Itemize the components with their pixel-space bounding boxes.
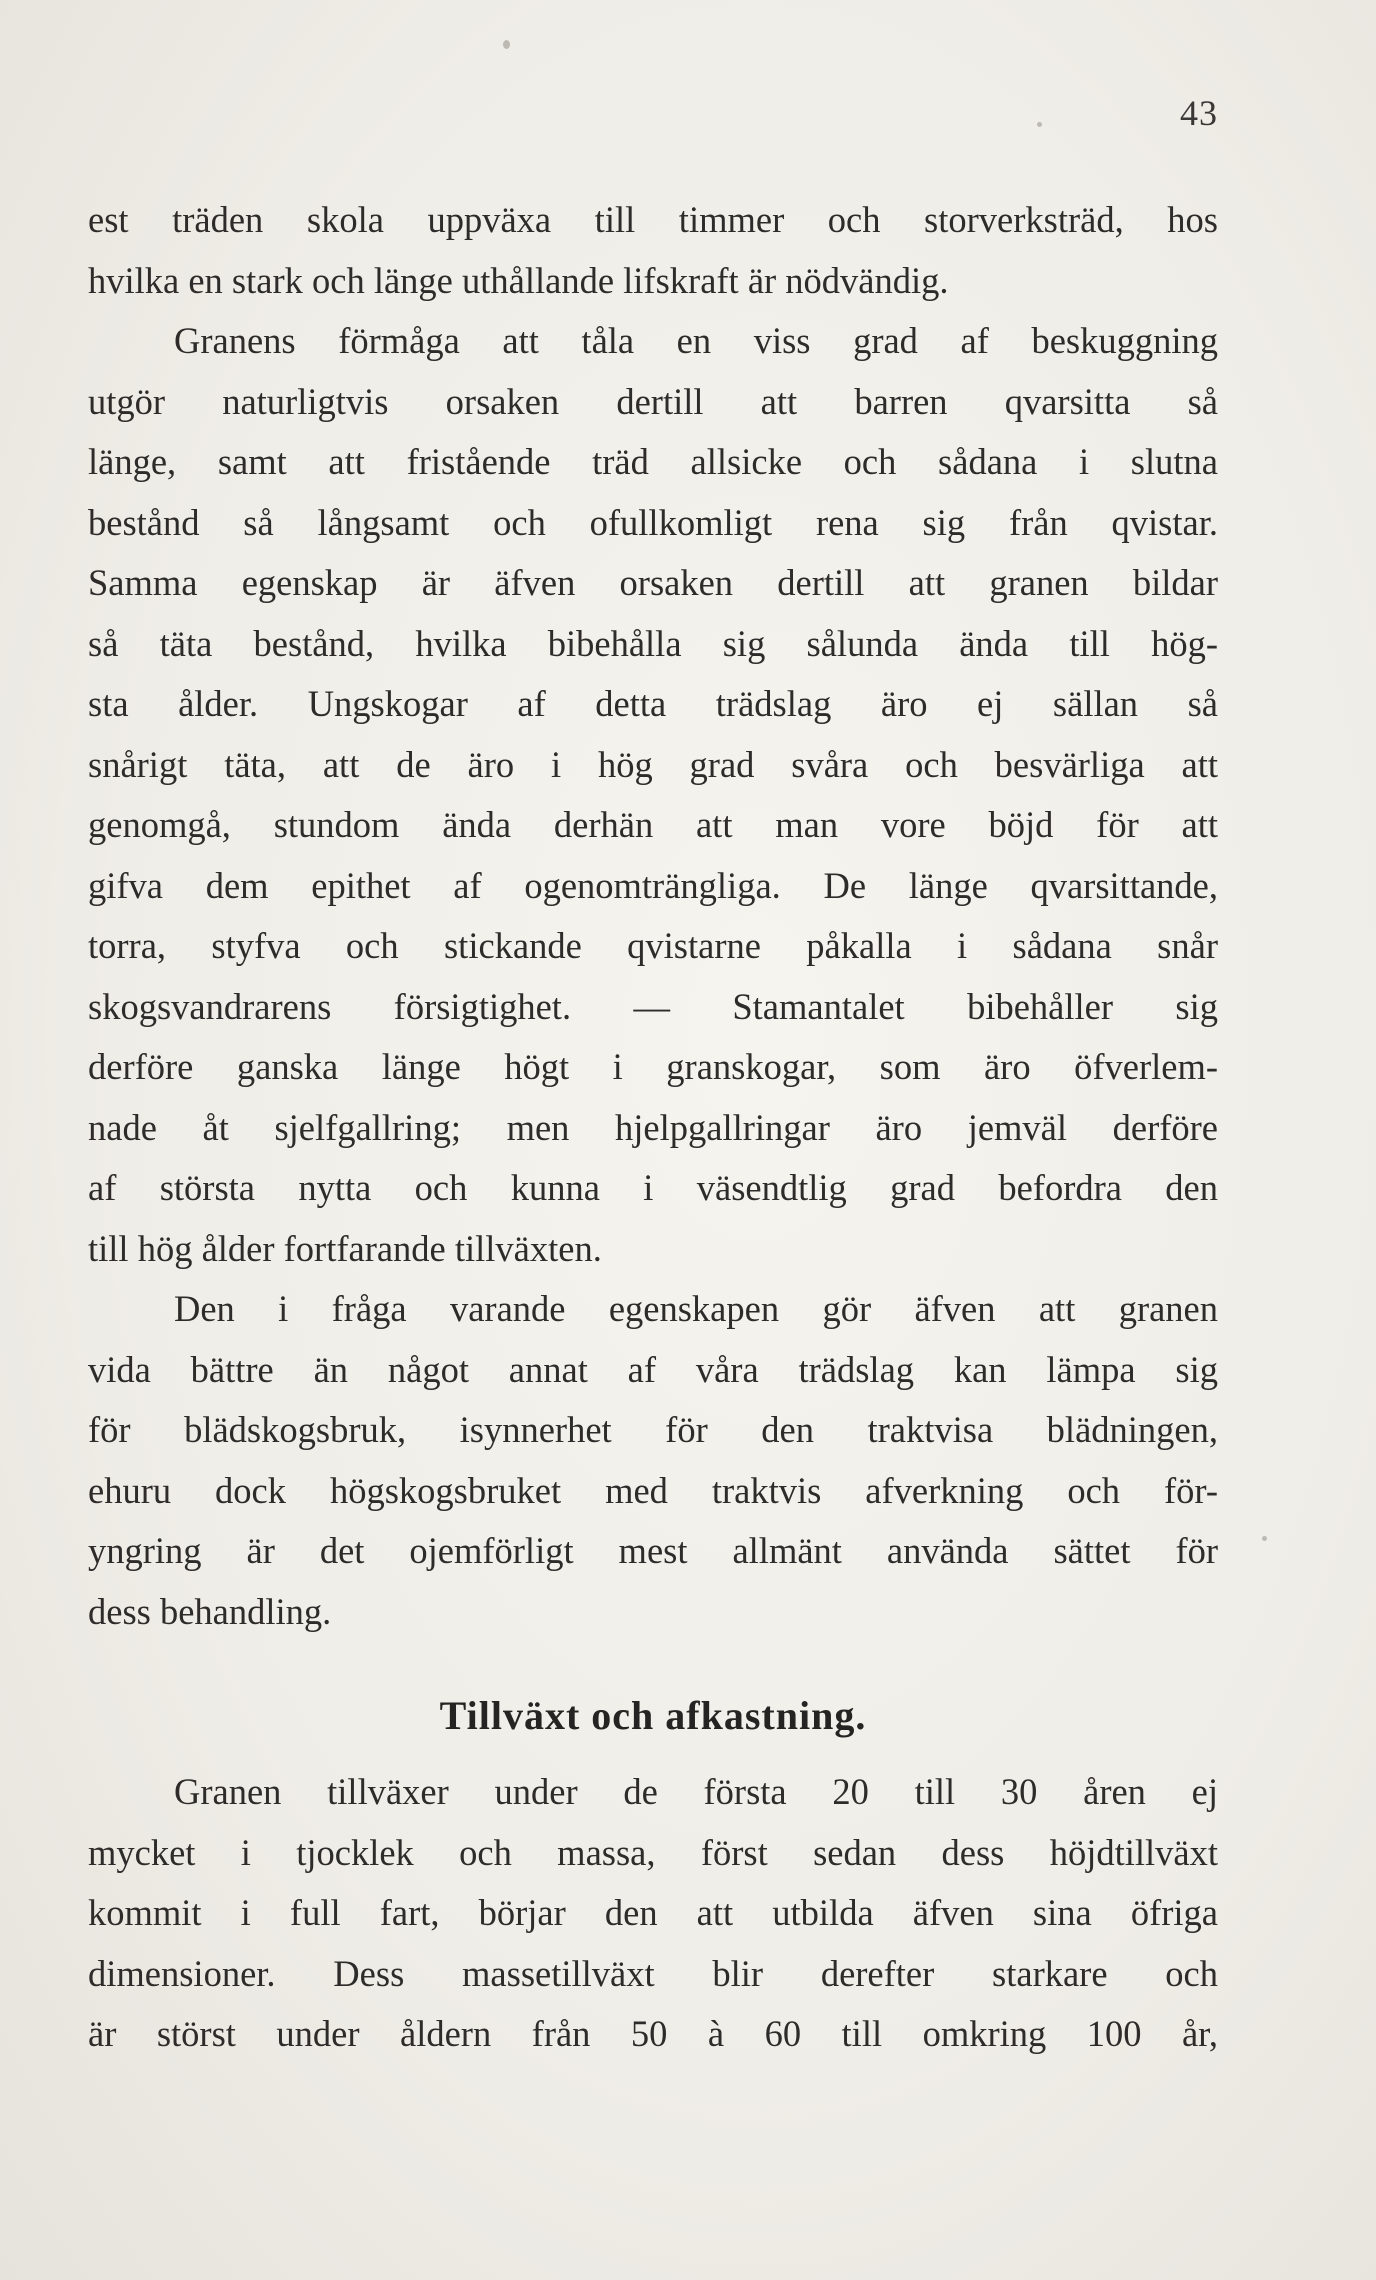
text-line: sta ålder. Ungskogar af detta trädslag äro ej sällan så xyxy=(88,683,1218,724)
text-line: är störst under åldern från 50 à 60 till omkring 100 år, xyxy=(88,2013,1218,2054)
text-line: derföre ganska länge högt i granskogar, som äro öfverlem- xyxy=(88,1046,1218,1087)
text-line: hvilka en stark och länge uthållande lifskraft är nödvändig. xyxy=(88,259,949,301)
text-line: snårigt täta, att de äro i hög grad svåra och besvärliga att xyxy=(88,743,1218,785)
ink-speck xyxy=(1037,122,1042,127)
text-line: gifva dem epithet af ogenomträngliga. De länge qvarsittande, xyxy=(88,864,1218,906)
text-line: est träden skola uppväxa till timmer och storverksträd, hos xyxy=(88,199,1218,240)
text-line: utgör naturligtvis orsaken dertill att barren qvarsitta så xyxy=(88,380,1218,422)
ink-speck xyxy=(1262,1536,1267,1541)
text-line: yngring är det ojemförligt mest allmänt använda sättet för xyxy=(88,1530,1218,1571)
text-line: dess behandling. xyxy=(88,1590,332,1632)
text-line: till hög ålder fortfarande tillväxten. xyxy=(88,1227,602,1269)
text-line: kommit i full fart, börjar den att utbilda äfven sina öfriga xyxy=(88,1892,1218,1933)
text-line: ehuru dock högskogsbruket med traktvis afverkning och för- xyxy=(88,1469,1218,1511)
text-line: genomgå, stundom ända derhän att man vore böjd för att xyxy=(88,804,1218,845)
paragraph xyxy=(88,1762,1218,2065)
section-heading: Tillväxt och afkastning. xyxy=(439,1693,867,1738)
page-number: 43 xyxy=(1180,93,1218,133)
body-text xyxy=(88,190,1218,2065)
text-line: vida bättre än något annat af våra trädslag kan lämpa sig xyxy=(88,1348,1218,1390)
text-line: så täta bestånd, hvilka bibehålla sig sålunda ända till hög- xyxy=(88,622,1218,664)
text-line: nade åt sjelfgallring; men hjelpgallringar äro jemväl derföre xyxy=(88,1106,1218,1148)
text-line: mycket i tjocklek och massa, först sedan dess höjdtillväxt xyxy=(88,1831,1218,1873)
text-line: Granen tillväxer under de första 20 till 30 åren ej xyxy=(174,1771,1218,1812)
text-line: skogsvandrarens försigtighet. — Stamantalet bibehåller sig xyxy=(88,985,1218,1027)
text-line: torra, styfva och stickande qvistarne påkalla i sådana snår xyxy=(88,925,1218,966)
text-line: Granens förmåga att tåla en viss grad af beskuggning xyxy=(174,320,1218,361)
text-line: för blädskogsbruk, isynnerhet för den traktvisa blädningen, xyxy=(88,1409,1218,1450)
text-line: bestånd så långsamt och ofullkomligt rena sig från qvistar. xyxy=(88,501,1218,543)
text-line: Den i fråga varande egenskapen gör äfven att granen xyxy=(174,1288,1218,1329)
text-line: dimensioner. Dess massetillväxt blir derefter starkare och xyxy=(88,1952,1218,1994)
text-line: Samma egenskap är äfven orsaken dertill att granen bildar xyxy=(88,562,1218,603)
paragraph xyxy=(88,311,1218,1279)
paragraph xyxy=(88,1279,1218,1642)
text-line: af största nytta och kunna i väsendtlig grad befordra den xyxy=(88,1167,1218,1208)
text-line: länge, samt att fristående träd allsicke och sådana i slutna xyxy=(88,441,1218,482)
ink-speck xyxy=(503,40,510,49)
paragraph xyxy=(88,190,1218,311)
